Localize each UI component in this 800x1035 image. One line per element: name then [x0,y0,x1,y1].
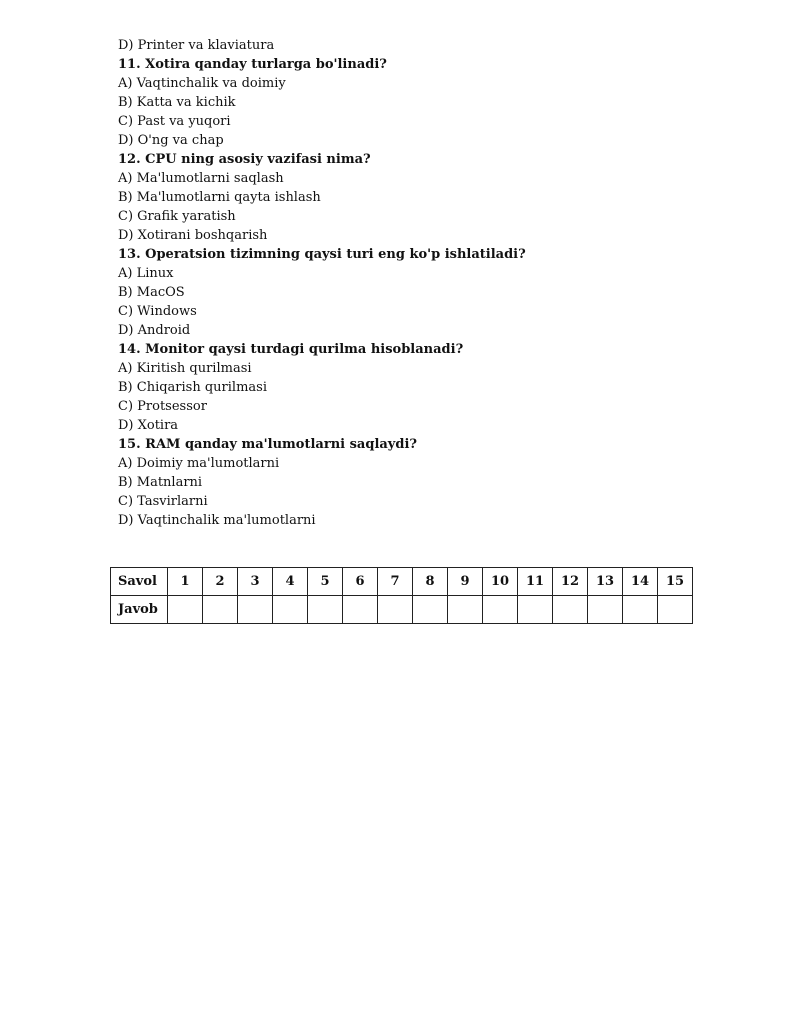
answer-option: B) Ma'lumotlarni qayta ishlash [118,190,321,205]
answer-option: D) Xotira [118,418,179,433]
answer-option: C) Grafik yaratish [118,209,236,224]
question-number-cell: 8 [413,568,448,596]
question-number-row [111,568,693,596]
question-number-cell: 6 [343,568,378,596]
answer-grid [110,567,693,624]
question-number-cell: 15 [658,568,693,596]
answer-cell[interactable] [378,596,413,624]
answer-option: B) Matnlarni [118,475,203,490]
answer-option: A) Vaqtinchalik va doimiy [118,76,286,91]
question-number-cell: 12 [553,568,588,596]
answer-option: B) Chiqarish qurilmasi [118,380,267,395]
question-number-cell: 2 [203,568,238,596]
row-label-javob: Javob [111,596,168,624]
answer-cell[interactable] [658,596,693,624]
question-13: 13. Operatsion tizimning qaysi turi eng ko'p ishlatiladi? [118,247,526,262]
answer-option: A) Linux [118,266,174,281]
answer-option: A) Kiritish qurilmasi [118,361,252,376]
question-number-cell: 13 [588,568,623,596]
answer-option: B) Katta va kichik [118,95,236,110]
question-number-cell: 11 [518,568,553,596]
question-11: 11. Xotira qanday turlarga bo'linadi? [118,57,387,72]
answer-cell[interactable] [413,596,448,624]
answer-option: C) Protsessor [118,399,207,414]
question-number-cell: 4 [273,568,308,596]
answer-option: D) Printer va klaviatura [118,38,275,53]
question-number-cell: 14 [623,568,658,596]
question-number-cell: 7 [378,568,413,596]
answer-cell[interactable] [553,596,588,624]
answer-cell[interactable] [623,596,658,624]
answer-cell[interactable] [273,596,308,624]
answer-cell[interactable] [448,596,483,624]
answer-cell[interactable] [588,596,623,624]
row-label-savol: Savol [111,568,168,596]
question-number-cell: 9 [448,568,483,596]
answer-cell[interactable] [343,596,378,624]
question-15: 15. RAM qanday ma'lumotlarni saqlaydi? [118,437,418,452]
question-14: 14. Monitor qaysi turdagi qurilma hisoblanadi? [118,342,464,357]
question-12: 12. CPU ning asosiy vazifasi nima? [118,152,371,167]
answer-cell[interactable] [203,596,238,624]
answer-option: C) Past va yuqori [118,114,231,129]
answer-option: A) Ma'lumotlarni saqlash [118,171,284,186]
answer-option: D) Android [118,323,191,338]
answer-option: A) Doimiy ma'lumotlarni [118,456,280,471]
question-number-cell: 5 [308,568,343,596]
answer-option: C) Windows [118,304,197,319]
answer-option: C) Tasvirlarni [118,494,208,509]
answer-cell[interactable] [168,596,203,624]
answer-cell[interactable] [308,596,343,624]
quiz-text [118,36,698,530]
answer-cell[interactable] [483,596,518,624]
question-number-cell: 3 [238,568,273,596]
answer-option: D) Xotirani boshqarish [118,228,268,243]
question-number-cell: 10 [483,568,518,596]
answer-option: D) O'ng va chap [118,133,224,148]
answer-cell[interactable] [238,596,273,624]
answer-option: B) MacOS [118,285,185,300]
question-number-cell: 1 [168,568,203,596]
answer-cell[interactable] [518,596,553,624]
answer-row [111,596,693,624]
answer-option: D) Vaqtinchalik ma'lumotlarni [118,513,316,528]
